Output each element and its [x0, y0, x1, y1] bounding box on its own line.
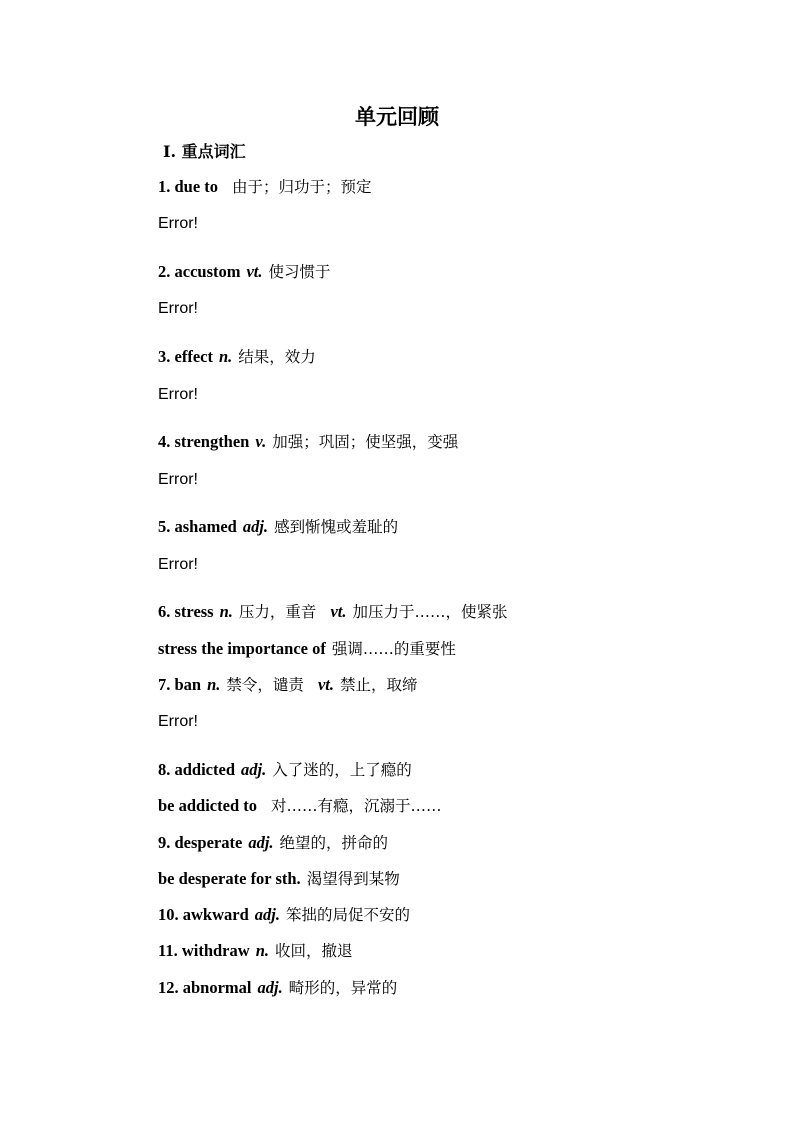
error-placeholder: Error! — [158, 215, 198, 232]
vocab-part-of-speech: n. — [207, 675, 221, 694]
vocab-term: 10. awkward — [158, 905, 249, 924]
vocab-term: 1. due to — [158, 177, 219, 196]
vocab-part-of-speech: adj. — [257, 978, 283, 997]
vocab-phrase: be desperate for sth. — [158, 869, 301, 888]
vocab-part-of-speech: vt. — [330, 602, 347, 621]
vocab-meaning: 入了迷的，上了瘾的 — [272, 761, 412, 779]
vocab-meaning: 笨拙的局促不安的 — [285, 906, 410, 924]
vocab-meaning: 加强；巩固；使坚强，变强 — [272, 433, 459, 451]
error-placeholder: Error! — [158, 471, 198, 488]
vocab-item-desperate — [158, 830, 388, 856]
vocab-meaning: 感到惭愧或羞耻的 — [274, 518, 399, 536]
vocab-item-ashamed — [158, 514, 398, 540]
vocab-term: 5. ashamed — [158, 517, 237, 536]
vocab-part-of-speech: adj. — [242, 517, 269, 536]
vocab-part-of-speech: vt. — [246, 262, 263, 281]
vocab-part-of-speech: n. — [218, 347, 233, 366]
vocab-phrase: be addicted to — [158, 796, 257, 815]
vocab-item-awkward — [158, 902, 410, 928]
vocab-meaning: 禁令，谴责 — [226, 676, 304, 694]
vocab-item-due-to — [158, 174, 372, 200]
vocab-item-withdraw — [158, 938, 353, 964]
vocab-meaning: 结果，效力 — [238, 348, 316, 366]
vocab-item-stress — [158, 599, 508, 625]
vocab-term: 9. desperate — [158, 833, 243, 852]
vocab-item-ban — [158, 672, 418, 698]
vocab-meaning: 畸形的，异常的 — [288, 979, 398, 997]
vocab-term: 2. accustom — [158, 262, 241, 281]
vocab-meaning: 压力，重音 — [238, 603, 317, 621]
vocab-part-of-speech: adj. — [254, 905, 280, 924]
vocab-item-accustom — [158, 259, 331, 285]
vocab-meaning: 使习惯于 — [268, 263, 331, 281]
vocab-phrase-be-addicted-to — [158, 793, 442, 819]
error-placeholder: Error! — [158, 556, 198, 573]
vocab-part-of-speech: vt. — [317, 675, 334, 694]
vocab-term: 7. ban — [158, 675, 202, 694]
page-title: 单元回顾 — [355, 104, 439, 129]
vocab-meaning: 绝望的，拼命的 — [279, 834, 389, 852]
vocab-part-of-speech: adj. — [248, 833, 274, 852]
vocab-item-abnormal — [158, 975, 397, 1001]
vocab-part-of-speech: v. — [255, 432, 267, 451]
error-placeholder: Error! — [158, 713, 198, 730]
vocab-phrase-be-desperate-for — [158, 866, 400, 892]
vocab-part-of-speech: n. — [219, 602, 233, 621]
vocab-item-effect — [158, 344, 316, 370]
error-placeholder: Error! — [158, 300, 198, 317]
vocab-item-strengthen — [158, 429, 458, 455]
vocab-part-of-speech: adj. — [241, 760, 267, 779]
vocab-meaning: 加压力于……，使紧张 — [352, 603, 508, 621]
vocab-term: 11. withdraw — [158, 941, 250, 960]
vocab-term: 8. addicted — [158, 760, 236, 779]
vocab-phrase-stress-the-importance-of — [158, 636, 456, 662]
vocab-meaning: 对……有瘾，沉溺于…… — [271, 797, 442, 815]
vocab-part-of-speech: n. — [255, 941, 269, 960]
vocab-meaning: 强调……的重要性 — [331, 640, 456, 658]
vocab-phrase: stress the importance of — [158, 639, 326, 658]
vocab-meaning: 渴望得到某物 — [306, 870, 400, 888]
vocab-term: 12. abnormal — [158, 978, 252, 997]
vocab-item-addicted — [158, 757, 412, 783]
vocab-term: 6. stress — [158, 602, 214, 621]
vocab-meaning: 禁止，取缔 — [339, 676, 418, 694]
error-placeholder: Error! — [158, 386, 198, 403]
vocab-term: 3. effect — [158, 347, 213, 366]
vocab-term: 4. strengthen — [158, 432, 250, 451]
vocab-meaning: 收回，撤退 — [275, 942, 353, 960]
vocab-meaning: 由于；归功于；预定 — [232, 178, 372, 196]
section-heading-key-vocabulary: Ⅰ. 重点词汇 — [163, 142, 246, 161]
